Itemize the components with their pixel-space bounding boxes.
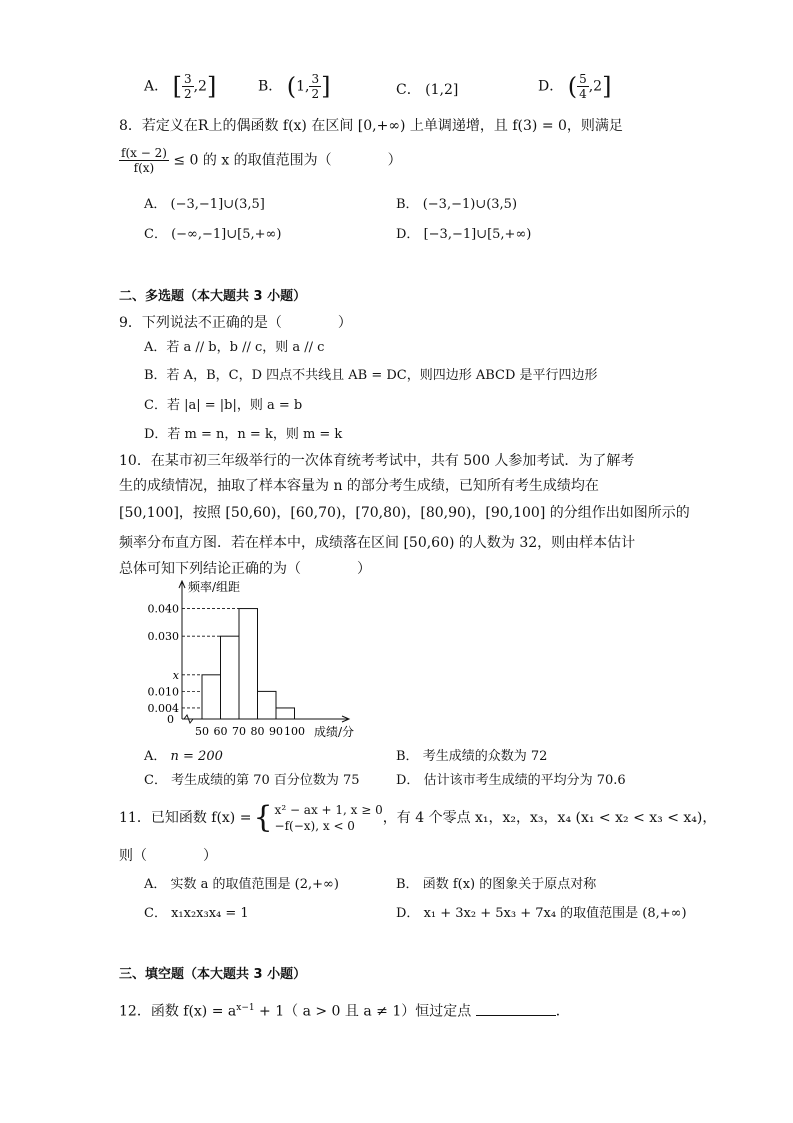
option-letter: C． — [144, 773, 167, 788]
q12-pre: 12．函数 f(x) = a — [119, 1003, 237, 1020]
q9-option-a[interactable]: A．若 a // b，b // c，则 a // c — [144, 340, 325, 355]
q11-stem — [119, 802, 716, 834]
q7-option-b[interactable] — [258, 72, 331, 101]
option-letter: A． — [144, 749, 167, 764]
histogram-bars — [202, 609, 295, 719]
section-heading-fill-in: 三、填空题（本大题共 3 小题） — [119, 967, 307, 982]
q10-stem-line3: [50,100]，按照 [50,60)，[60,70)，[70,80)，[80,90)，[90,100] 的分组作出如图所示的 — [119, 505, 690, 521]
case-2: −f(−x), x < 0 — [274, 819, 355, 833]
option-text: 实数 a 的取值范围是 (2,+∞) — [170, 877, 339, 892]
histogram-bar — [239, 609, 258, 719]
option-text: [−3,−1]∪[5,+∞) — [423, 227, 532, 242]
option-letter: B． — [396, 749, 419, 764]
option-letter: B． — [396, 877, 419, 892]
option-rest: ,2 — [588, 78, 603, 95]
case-1: x² − ax + 1, x ≥ 0 — [274, 803, 383, 817]
q10-stem-line1: 10．在某市初三年级举行的一次体育统考考试中，共有 500 人参加考试．为了解考 — [119, 453, 635, 469]
numerator: 5 — [579, 72, 587, 86]
option-text: 函数 f(x) 的图象关于原点对称 — [422, 877, 597, 892]
answer-blank[interactable] — [476, 1001, 556, 1016]
option-text: x₁x₂x₃x₄ = 1 — [171, 906, 249, 921]
x-tick-label: 80 — [250, 725, 265, 738]
q11-prefix: 11．已知函数 f(x) = — [119, 810, 252, 826]
fraction — [119, 146, 169, 175]
option-text: (−3,−1)∪(3,5) — [422, 197, 518, 212]
histogram-x-ticks — [195, 725, 305, 738]
y-tick-label: 0.010 — [147, 685, 179, 699]
bracket: ] — [602, 72, 612, 101]
option-text: 考生成绩的第 70 百分位数为 75 — [171, 773, 360, 788]
q10-option-c[interactable] — [144, 772, 360, 790]
denominator: 2 — [183, 87, 192, 101]
q10-option-a[interactable] — [144, 748, 223, 766]
bracket: ( — [286, 72, 297, 101]
y-tick-label: 0.030 — [147, 630, 179, 644]
q11-option-c[interactable] — [144, 905, 249, 923]
option-letter: B． — [396, 197, 419, 212]
q8-stem-line1: 8．若定义在R上的偶函数 f(x) 在区间 [0,+∞) 上单调递增，且 f(3) = 0，则满足 — [119, 118, 623, 134]
q7-option-c[interactable] — [396, 80, 458, 100]
x-tick-label: 60 — [213, 725, 228, 738]
option-rest: ,2 — [193, 78, 207, 95]
option-text: n = 200 — [170, 749, 223, 764]
x-axis-label: 成绩/分 — [314, 725, 355, 739]
option-text: 考生成绩的众数为 72 — [422, 749, 548, 764]
option-letter: D． — [538, 78, 564, 95]
numerator: 3 — [183, 72, 192, 86]
bracket: ( — [567, 72, 578, 101]
histogram-bar — [202, 675, 221, 719]
q8-stem-rest: ≤ 0 的 x 的取值范围为（ ） — [173, 152, 402, 169]
q9-option-d[interactable]: D．若 m = n，n = k，则 m = k — [144, 427, 343, 442]
frequency-histogram — [140, 580, 380, 745]
option-letter: A． — [144, 197, 167, 212]
q11-then: 则（ ） — [119, 848, 217, 864]
option-pre: 1, — [296, 78, 310, 95]
fraction — [309, 72, 321, 101]
histogram-bar — [276, 708, 295, 719]
option-text: x₁ + 3x₂ + 5x₃ + 7x₄ 的取值范围是 (8,+∞) — [423, 906, 687, 921]
q10-stem-line4: 频率分布直方图．若在样本中，成绩落在区间 [50,60) 的人数为 32，则由样本估计 — [119, 535, 636, 551]
q10-option-d[interactable] — [396, 772, 626, 790]
option-letter: B． — [258, 78, 283, 95]
y-tick-label: 0 — [167, 713, 174, 726]
q10-option-b[interactable] — [396, 748, 547, 766]
numerator: 3 — [311, 72, 320, 86]
numerator: f(x − 2) — [121, 146, 167, 160]
section-heading-multiple-choice: 二、多选题（本大题共 3 小题） — [119, 289, 307, 304]
option-letter: A． — [144, 78, 169, 95]
q9-stem: 9．下列说法不正确的是（ ） — [119, 315, 352, 331]
denominator: f(x) — [133, 161, 155, 175]
q8-option-d[interactable] — [396, 226, 531, 244]
q8-stem-line2 — [119, 146, 402, 175]
bracket: ] — [321, 72, 331, 101]
x-tick-label: 50 — [195, 725, 209, 738]
q12-stem — [119, 998, 570, 1022]
option-letter: C． — [144, 227, 167, 242]
q8-option-c[interactable] — [144, 226, 281, 244]
q12-post: ． — [555, 1003, 570, 1020]
y-tick-label: 0.004 — [147, 701, 179, 715]
q8-option-a[interactable] — [144, 196, 265, 214]
option-text: (1,2] — [425, 82, 459, 98]
q11-option-d[interactable] — [396, 905, 687, 923]
q8-option-b[interactable] — [396, 196, 517, 214]
option-letter: D． — [396, 906, 420, 921]
q7-option-a[interactable] — [144, 72, 216, 101]
q12-mid: + 1（ a > 0 且 a ≠ 1）恒过定点 — [254, 1003, 472, 1020]
option-text: (−3,−1]∪(3,5] — [170, 197, 265, 212]
option-letter: A． — [144, 877, 167, 892]
q9-option-c[interactable]: C．若 |a| = |b|，则 a = b — [144, 398, 303, 413]
q11-suffix: ，有 4 个零点 x₁，x₂，x₃，x₄ (x₁ < x₂ < x₃ < x₄)， — [382, 810, 717, 826]
option-letter: C． — [396, 82, 421, 98]
histogram-bar — [221, 636, 240, 719]
q10-stem-line5: 总体可知下列结论正确的为（ ） — [119, 561, 371, 577]
x-tick-label: 70 — [232, 725, 246, 738]
histogram-bar — [258, 691, 277, 719]
denominator: 2 — [311, 87, 320, 101]
y-axis-label: 频率/组距 — [188, 580, 241, 594]
q10-stem-line2: 生的成绩情况，抽取了样本容量为 n 的部分考生成绩，已知所有考生成绩均在 — [119, 478, 599, 494]
x-tick-label: 90 — [269, 725, 283, 738]
q12-exponent: x−1 — [236, 1003, 255, 1013]
bracket: [ — [172, 72, 182, 101]
fraction — [182, 72, 194, 101]
fraction — [577, 72, 589, 101]
piecewise-brace: { — [253, 800, 273, 835]
option-text: (−∞,−1]∪[5,+∞) — [171, 227, 282, 242]
option-letter: C． — [144, 906, 167, 921]
q7-option-d[interactable] — [538, 72, 611, 101]
bracket: ] — [206, 72, 217, 101]
option-text: 估计该市考生成绩的平均分为 70.6 — [423, 773, 626, 788]
q11-option-a[interactable] — [144, 876, 339, 894]
histogram-y-ticks — [148, 603, 180, 726]
piecewise-cases — [275, 802, 383, 834]
option-letter: D． — [396, 773, 420, 788]
option-letter: D． — [396, 227, 420, 242]
x-tick-label: 100 — [284, 725, 305, 738]
y-tick-label: 0.040 — [147, 602, 179, 616]
y-tick-label: x — [172, 668, 179, 682]
q9-option-b[interactable]: B．若 A，B，C，D 四点不共线且 AB = DC，则四边形 ABCD 是平行四边形 — [144, 368, 598, 383]
q11-option-b[interactable] — [396, 876, 596, 894]
denominator: 4 — [579, 87, 587, 101]
